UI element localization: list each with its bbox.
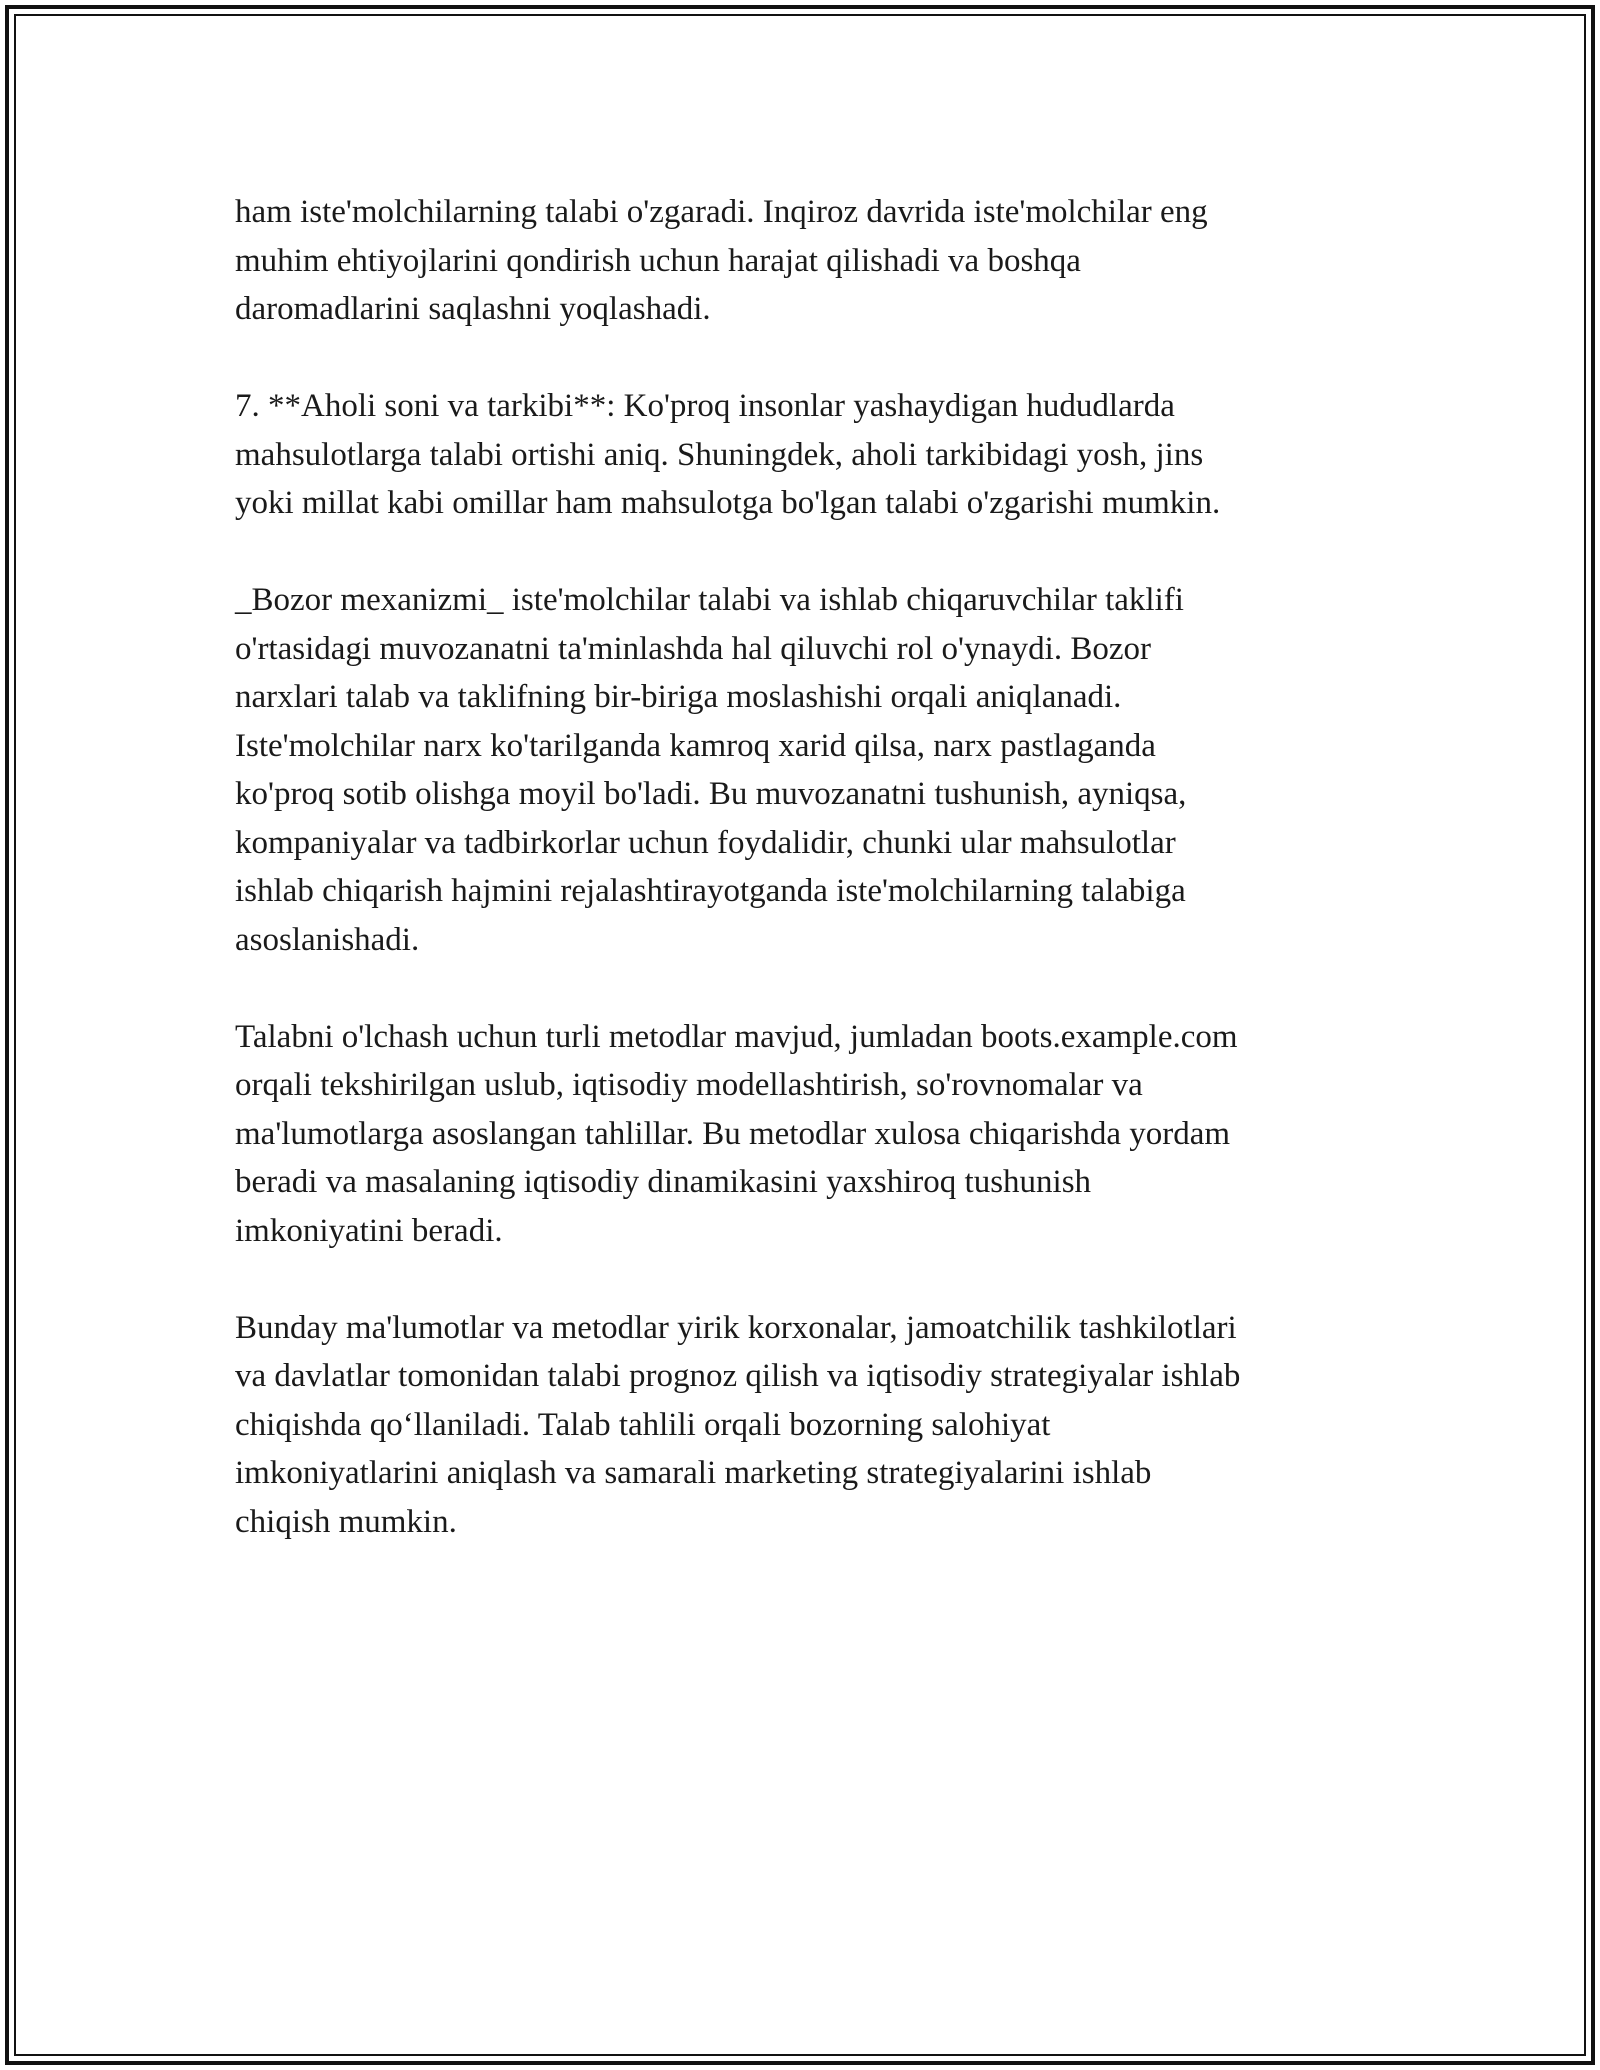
text-line: imkoniyatini beradi.	[235, 1212, 503, 1249]
text-line: imkoniyatlarini aniqlash va samarali marketing strategiyalarini ishlab	[235, 1455, 1152, 1491]
text-line: 7. **Aholi soni va tarkibi**: Ko'proq insonlar yashaydigan hududlarda	[235, 388, 1175, 424]
text-line: daromadlarini saqlashni yoqlashadi.	[235, 291, 711, 327]
text-line: Bunday ma'lumotlar va metodlar yirik korxonalar, jamoatchilik tashkilotlari	[235, 1309, 1237, 1346]
document-body	[235, 188, 1375, 1595]
text-line: mahsulotlarga talabi ortishi aniq. Shuningdek, aholi tarkibidagi yosh, jins	[235, 436, 1204, 473]
text-line: asoslanishadi.	[235, 921, 420, 958]
text-line: va davlatlar tomonidan talabi prognoz qilish va iqtisodiy strategiyalar ishlab	[235, 1358, 1241, 1394]
text-line: o'rtasidagi muvozanatni ta'minlashda hal qiluvchi rol o'ynaydi. Bozor	[235, 630, 1151, 667]
paragraph-measurement-methods	[235, 1013, 1375, 1256]
text-line: ishlab chiqarish hajmini rejalashtirayotganda iste'molchilarning talabiga	[235, 873, 1186, 909]
text-line: beradi va masalaning iqtisodiy dinamikasini yaxshiroq tushunish	[235, 1164, 1092, 1200]
text-line: Iste'molchilar narx ko'tarilganda kamroq xarid qilsa, narx pastlaganda	[235, 727, 1156, 764]
text-line: chiqish mumkin.	[235, 1503, 457, 1540]
text-line: Talabni o'lchash uchun turli metodlar mavjud, jumladan boots.example.com	[235, 1018, 1238, 1055]
paragraph-market-mechanism	[235, 576, 1375, 964]
paragraph-forecasting	[235, 1304, 1375, 1547]
paragraph-population	[235, 382, 1375, 528]
text-line: narxlari talab va taklifning bir-biriga moslashishi orqali aniqlanadi.	[235, 679, 1122, 715]
text-line: chiqishda qo‘llaniladi. Talab tahlili orqali bozorning salohiyat	[235, 1406, 1051, 1443]
text-line: ko'proq sotib olishga moyil bo'ladi. Bu muvozanatni tushunish, ayniqsa,	[235, 776, 1187, 812]
text-line: yoki millat kabi omillar ham mahsulotga bo'lgan talabi o'zgarishi mumkin.	[235, 485, 1221, 521]
paragraph-consumer-crisis	[235, 188, 1375, 334]
text-line: orqali tekshirilgan uslub, iqtisodiy modellashtirish, so'rovnomalar va	[235, 1067, 1143, 1103]
text-line: ma'lumotlarga asoslangan tahlillar. Bu metodlar xulosa chiqarishda yordam	[235, 1115, 1231, 1152]
text-line: muhim ehtiyojlarini qondirish uchun harajat qilishadi va boshqa	[235, 242, 1081, 279]
text-line: kompaniyalar va tadbirkorlar uchun foydalidir, chunki ular mahsulotlar	[235, 824, 1176, 861]
text-line: ham iste'molchilarning talabi o'zgaradi. Inqiroz davrida iste'molchilar eng	[235, 194, 1208, 230]
text-line: _Bozor mexanizmi_ iste'molchilar talabi va ishlab chiqaruvchilar taklifi	[235, 582, 1184, 618]
